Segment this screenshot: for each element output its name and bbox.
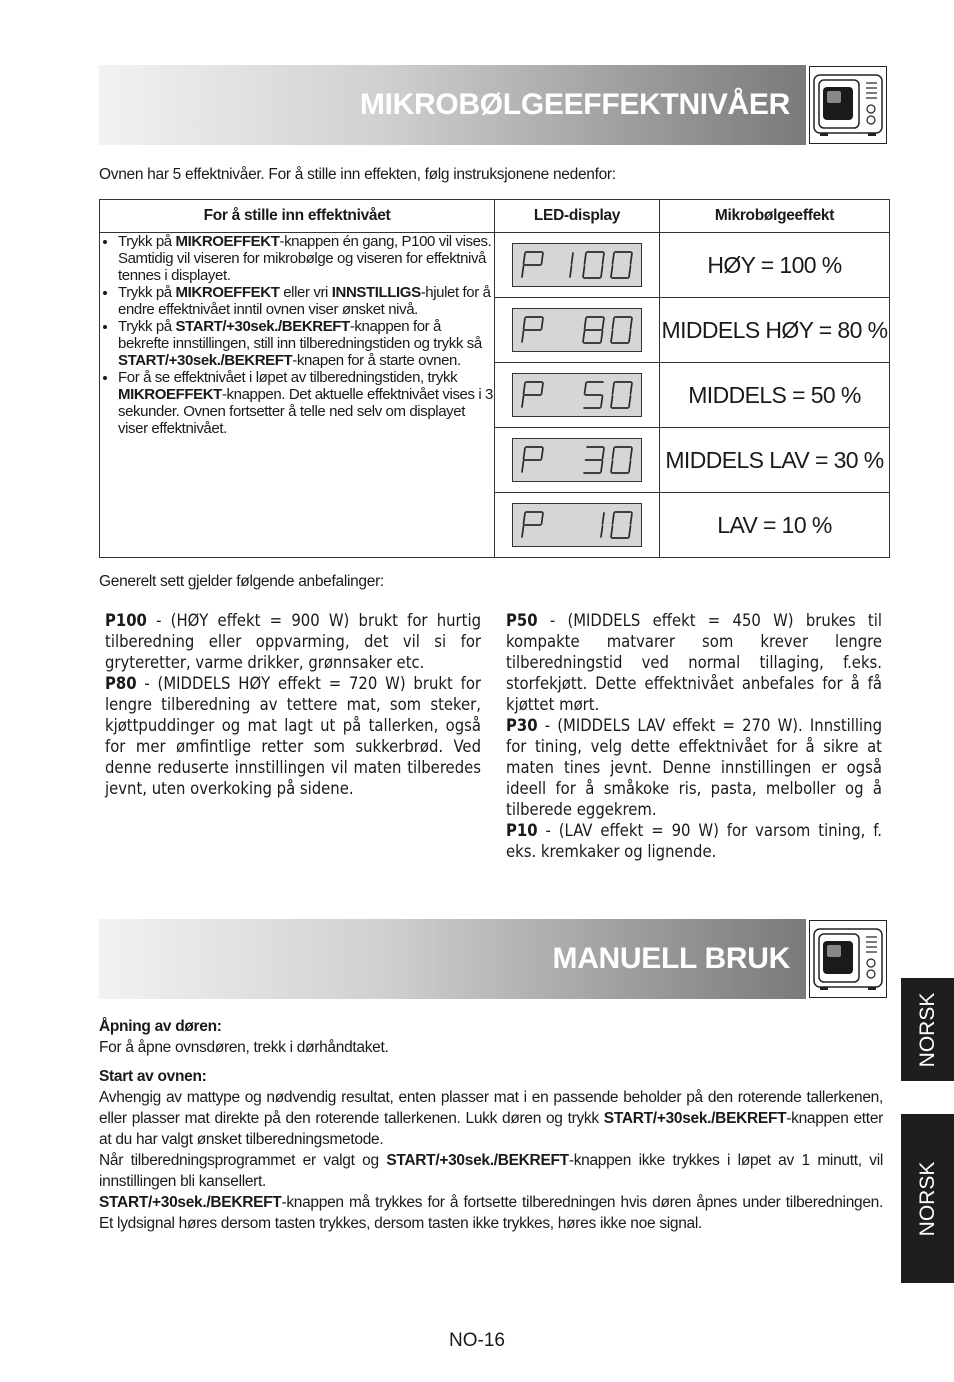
start-oven-section	[99, 1066, 883, 1234]
section-title-power-levels: MIKROBØLGEEFFEKTNIVÅER	[359, 88, 790, 121]
power-level-label: MIDDELS HØY = 80 %	[660, 298, 890, 363]
led-cell	[495, 233, 660, 298]
section-title-manual-use: MANUELL BRUK	[552, 942, 790, 975]
led-display	[512, 243, 642, 287]
recommendation-p10: P10 - (LAV effekt = 90 W) for varsom tining, f. eks. kremkaker og lignende.	[506, 821, 882, 861]
door-opening-heading: Åpning av døren:	[99, 1018, 222, 1035]
microwave-icon	[809, 66, 887, 144]
recommendation-p100: P100 - (HØY effekt = 900 W) brukt for hurtig tilberedning eller oppvarming, det vil si for gryteretter, varme drikker, grønnsaker etc.	[105, 611, 481, 672]
start-oven-paragraph: START/+30sek./BEKREFT-knappen må trykkes for å fortsette tilberedningen hvis døren åpnes under tilberedningen. Et lydsignal høres dersom tasten trykkes, dersom tasten ikke trykkes, høres ikke noe signal.	[99, 1194, 883, 1232]
led-display	[512, 308, 642, 352]
power-intro-text: Ovnen har 5 effektnivåer. For å stille inn effekten, følg instruksjonene nedenfor:	[99, 166, 616, 183]
recommendations-left-column	[105, 610, 481, 799]
language-tab: NORSK	[901, 1114, 954, 1283]
instruction-item: • Trykk på START/+30sek./BEKREFT-knappen for å bekrefte innstillingen, still inn tilberedningstiden og trykk så START/+30sek./BEKREFT-knapen for å starte ovnen.	[118, 318, 494, 369]
power-level-label: HØY = 100 %	[660, 233, 890, 298]
led-display	[512, 373, 642, 417]
led-cell	[495, 298, 660, 363]
recommendation-p30: P30 - (MIDDELS LAV effekt = 270 W). Innstilling for tining, velg dette effektnivået for å sikre at maten tines jevnt. Denne innstillingen er også ideell for å småkoke ris, pasta, melboller og å tilberede eggekrem.	[506, 716, 882, 819]
led-cell	[495, 363, 660, 428]
led-display	[512, 503, 642, 547]
header-instructions: For å stille inn effektnivået	[100, 200, 495, 233]
led-display	[512, 438, 642, 482]
start-oven-heading: Start av ovnen:	[99, 1068, 207, 1085]
instruction-item: • Trykk på MIKROEFFEKT-knappen én gang, P100 vil vises. Samtidig vil viseren for mikrobølge og viseren for effektnivå tennes i displayet.	[118, 233, 494, 284]
header-microwave-power: Mikrobølgeeffekt	[660, 200, 890, 233]
power-level-table	[99, 199, 890, 558]
start-oven-paragraph: Avhengig av mattype og nødvendig resultat, enten plasser mat i en passende beholder på den roterende tallerkenen, eller plasser mat direkte på den roterende tallerkenen. Lukk døren og trykk START/+30sek./BEKREFT-knappen etter at du har valgt ønsket tilberedningsmetode.	[99, 1089, 883, 1148]
recommendation-p50: P50 - (MIDDELS effekt = 450 W) brukes til kompakte matvarer som krever lengre tilberedningstid ved normal tillaging, f.eks. storfekjøtt. Dette effektnivået anbefales for å få kjøttet mørt.	[506, 611, 882, 714]
power-level-label: LAV = 10 %	[660, 493, 890, 558]
table-header-row	[100, 200, 890, 233]
header-led-display: LED-display	[495, 200, 660, 233]
page-number: NO-16	[449, 1330, 505, 1351]
instruction-item: • For å se effektnivået i løpet av tilberedningstiden, trykk MIKROEFFEKT-knappen. Det aktuelle effektnivået vises i 3 sekunder. Ovnen fortsetter å telle ned selv om displayet viser effektnivået.	[118, 369, 494, 437]
door-opening-text: For å åpne ovnsdøren, trekk i dørhåndtaket.	[99, 1039, 389, 1056]
door-opening-section	[99, 1016, 883, 1058]
recommendation-p80: P80 - (MIDDELS HØY effekt = 720 W) brukt for lengre tilberedning av tettere mat, som steker, kjøttpuddinger og mat lagt ut på tallerken, også for mer ømfintlige retter som sukkerbrød. Ved denne reduserte innstillingen vil maten tilberedes jevnt, uten overkoking på sidene.	[105, 674, 481, 798]
power-level-label: MIDDELS LAV = 30 %	[660, 428, 890, 493]
instruction-item: • Trykk på MIKROEFFEKT eller vri INNSTILLIGS-hjulet for å endre effektnivået inntil ovnen viser ønsket nivå.	[118, 284, 494, 318]
start-oven-paragraph: Når tilberedningsprogrammet er valgt og START/+30sek./BEKREFT-knappen ikke trykkes i løpet av 1 minutt, vil innstillingen bli kansellert.	[99, 1152, 884, 1190]
language-tab: NORSK	[901, 978, 954, 1081]
microwave-icon	[809, 920, 887, 998]
recommendations-right-column	[506, 610, 882, 862]
instructions-cell	[100, 233, 495, 558]
section-banner-power-levels	[99, 65, 806, 145]
power-level-label: MIDDELS = 50 %	[660, 363, 890, 428]
recommendations-intro: Generelt sett gjelder følgende anbefalinger:	[99, 573, 384, 590]
led-cell	[495, 493, 660, 558]
led-cell	[495, 428, 660, 493]
table-row	[100, 233, 890, 298]
section-banner-manual-use	[99, 919, 806, 999]
